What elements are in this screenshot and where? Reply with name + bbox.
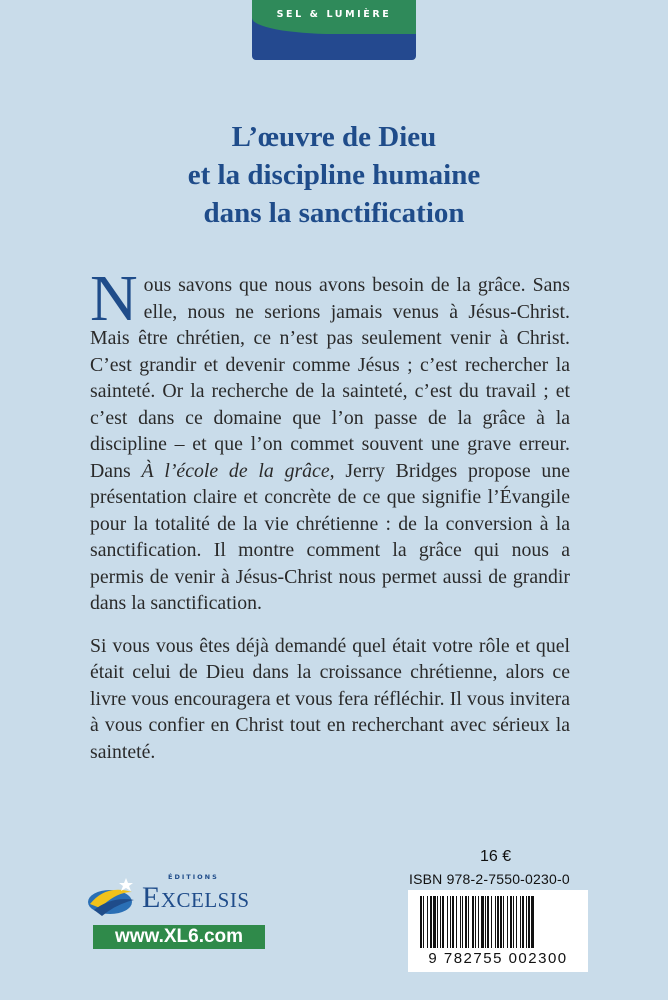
barcode-bar bbox=[516, 896, 517, 948]
barcode-bar bbox=[510, 896, 512, 948]
barcode-bar bbox=[495, 896, 496, 948]
drop-cap: N bbox=[90, 262, 138, 335]
barcode-bar bbox=[433, 896, 436, 948]
barcode-bar bbox=[460, 896, 461, 948]
barcode bbox=[408, 890, 588, 972]
barcode-bar bbox=[468, 896, 469, 948]
barcode-bar bbox=[447, 896, 448, 948]
barcode-bar bbox=[462, 896, 463, 948]
barcode-bar bbox=[522, 896, 524, 948]
paragraph-1-text-b: Jerry Bridges propose une présentation claire et concrète de ce que signifie l’Évangile pour la totalité de la vie chrétienne : de la conversion à la sanctification. Il montre comment la grâce qui nous a permis de venir à Jésus-Christ nous permet aussi de grandir dans la sanctification. bbox=[90, 459, 570, 614]
book-title bbox=[0, 118, 668, 232]
publisher-logo bbox=[86, 870, 272, 922]
barcode-bar bbox=[475, 896, 476, 948]
price: 16 € bbox=[480, 848, 512, 865]
barcode-bar bbox=[420, 896, 422, 948]
blurb-paragraph-2: Si vous vous êtes déjà demandé quel était votre rôle et quel était celui de Dieu dans la croissance chrétienne, alors ce livre vous encouragera et vous fera réfléchir. Il vous invitera à vous confier en Christ tout en recherchant avec sérieux la sainteté. bbox=[90, 634, 570, 763]
barcode-bar bbox=[526, 896, 527, 948]
book-title-italic: À l’école de la grâce, bbox=[141, 459, 335, 482]
series-tab bbox=[252, 0, 416, 60]
barcode-bar bbox=[440, 896, 441, 948]
barcode-bar bbox=[465, 896, 467, 948]
blurb-paragraph-1 bbox=[90, 262, 570, 617]
barcode-bar bbox=[437, 896, 438, 948]
isbn: ISBN 978-2-7550-0230-0 bbox=[409, 871, 570, 887]
barcode-bar bbox=[497, 896, 499, 948]
publisher-emblem-icon bbox=[86, 870, 138, 922]
barcode-bars bbox=[418, 896, 578, 950]
barcode-digits: 9 782755 002300 bbox=[428, 950, 568, 967]
barcode-bar bbox=[507, 896, 508, 948]
barcode-bar bbox=[481, 896, 484, 948]
publisher-url[interactable]: www.XL6.com bbox=[93, 925, 265, 949]
barcode-bar bbox=[487, 896, 489, 948]
barcode-bar bbox=[503, 896, 504, 948]
barcode-bar bbox=[500, 896, 502, 948]
barcode-bar bbox=[513, 896, 514, 948]
barcode-bar bbox=[485, 896, 486, 948]
series-band bbox=[252, 0, 416, 34]
barcode-bar bbox=[450, 896, 451, 948]
barcode-bar bbox=[491, 896, 492, 948]
barcode-bar bbox=[427, 896, 428, 948]
series-label: SEL & LUMIÈRE bbox=[276, 9, 392, 20]
barcode-bar bbox=[423, 896, 424, 948]
barcode-bar bbox=[472, 896, 474, 948]
publisher-name: Excelsis bbox=[142, 881, 250, 914]
barcode-bar bbox=[478, 896, 479, 948]
barcode-bar bbox=[531, 896, 534, 948]
title-line-2: et la discipline humaine bbox=[187, 159, 481, 191]
paragraph-1-text-a: ous savons que nous avons besoin de la grâce. Sans elle, nous ne serions jamais venus à Jésus-Christ. Mais être chrétien, ce n’est pas seulement venir à Christ. C’est grandir et devenir comme Jésus ; c’est rechercher la sainteté. Or la recherche de la sainteté, c’est du travail ; et c’est dans ce domaine que l’on passe de la grâce à la discipline – et que l’on commet souvent une grave erreur. Dans bbox=[90, 274, 570, 482]
publisher-small-label: ÉDITIONS bbox=[168, 873, 219, 881]
barcode-bar bbox=[456, 896, 457, 948]
barcode-bar bbox=[528, 896, 530, 948]
barcode-bar bbox=[520, 896, 521, 948]
barcode-bar bbox=[430, 896, 432, 948]
title-line-1: L’œuvre de Dieu bbox=[231, 121, 437, 153]
title-line-3: dans la sanctification bbox=[203, 197, 465, 229]
barcode-bar bbox=[442, 896, 444, 948]
blurb bbox=[90, 262, 570, 765]
barcode-bar bbox=[452, 896, 454, 948]
